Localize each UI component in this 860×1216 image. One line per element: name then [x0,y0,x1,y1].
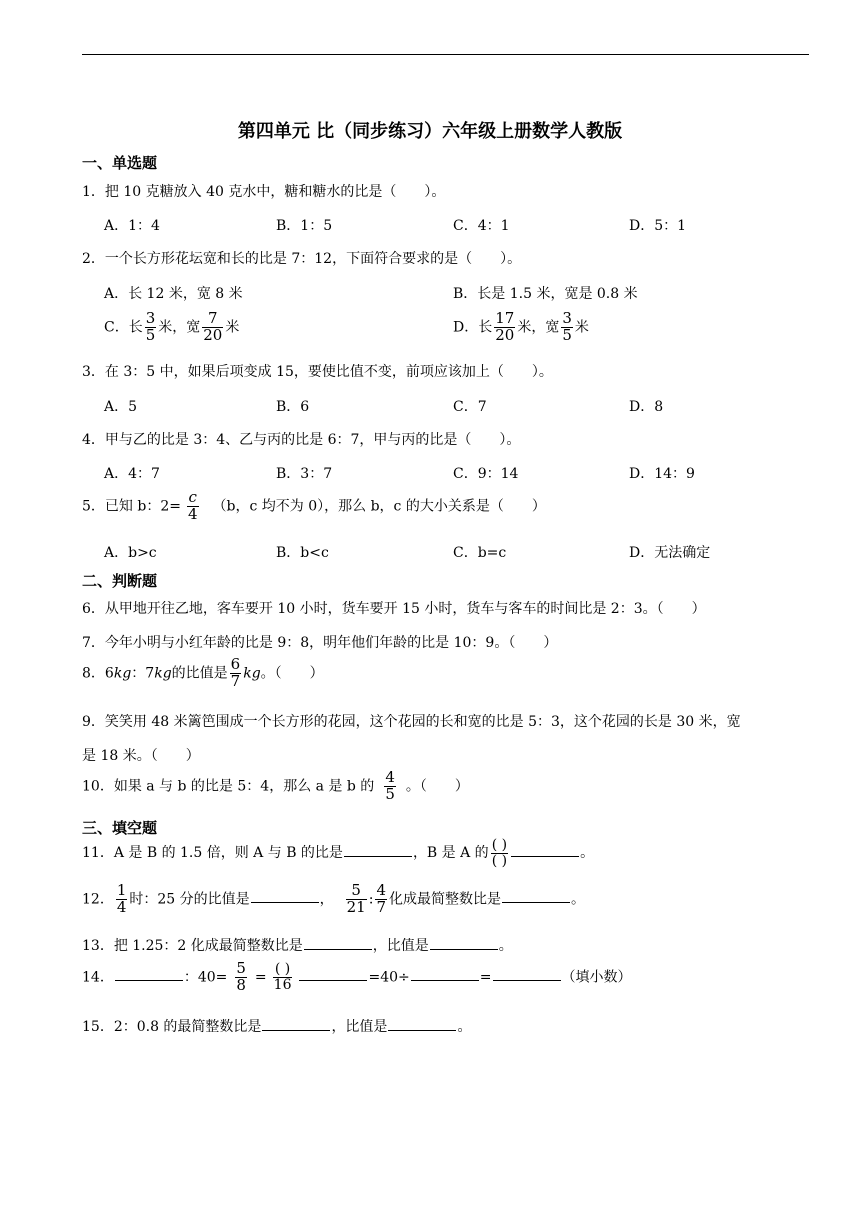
question-11: 11．A 是 B 的 1.5 倍，则 A 与 B 的比是 ，B 是 A 的 $\frac{( )}{( )}$ 。 [82,837,595,869]
q5-option-d: D．无法确定 [629,545,711,561]
answer-blank[interactable] [299,968,367,981]
q3-option-b: B．6 [276,399,310,415]
fraction: $\frac{5}{8}$ [236,959,246,994]
q1-option-b: B．1：5 [276,218,333,234]
question-14: 14． ：40= $\frac{5}{8}$ = $\frac{( )}{16}$ =40÷ = （填小数） [82,959,632,994]
fraction: $\frac{1}{4}$ [116,881,127,916]
fraction: $\frac{c}{4}$ [187,488,198,523]
q1-option-d: D．5：1 [629,218,687,234]
section-heading-true-false: 二、判断题 [82,572,158,590]
fraction: $\frac{17}{20}$ [495,309,515,344]
answer-blank[interactable] [262,1018,330,1031]
answer-blank[interactable] [304,937,372,950]
fraction: $\frac{3}{5}$ [145,309,156,344]
section-heading-fill-blank: 三、填空题 [82,819,158,837]
question-7: 7．今年小明与小红年龄的比是 9：8，明年他们年龄的比是 10：9。（ ） [82,635,558,651]
fraction: $\frac{5}{21}$ [346,881,366,916]
q4-option-d: D．14：9 [629,466,695,482]
fraction: $\frac{( )}{16}$ [273,961,292,993]
question-1: 1．把 10 克糖放入 40 克水中，糖和糖水的比是（ ）。 [82,184,446,200]
fraction: $\frac{( )}{( )}$ [491,837,508,869]
question-4: 4．甲与乙的比是 3：4、乙与丙的比是 6：7，甲与丙的比是（ ）。 [82,432,521,448]
q1-option-c: C．4：1 [453,218,510,234]
q4-option-c: C．9：14 [453,466,519,482]
q5-option-a: A．b>c [104,545,157,561]
question-12: 12． $\frac{1}{4}$ 时：25 分的比值是 ， $\frac{5}{21}$ : $\frac{4}{7}$ 化成最简整数比是 。 [82,881,585,916]
fraction: $\frac{4}{5}$ [385,768,395,803]
fraction: $\frac{4}{7}$ [376,881,386,916]
q4-option-b: B．3：7 [276,466,333,482]
q2-option-a: A．长 12 米，宽 8 米 [104,286,243,302]
question-9-line-1: 9．笑笑用 48 米篱笆围成一个长方形的花园，这个花园的长和宽的比是 5：3，这个花园的长是 30 米，宽 [82,714,741,730]
answer-blank[interactable] [344,844,412,857]
fraction: $\frac{6}{7}$ [230,655,241,690]
section-heading-single-choice: 一、单选题 [82,154,158,172]
q2-option-c: C．长 $\frac{3}{5}$ 米，宽 $\frac{7}{20}$ 米 [104,309,240,344]
answer-blank[interactable] [411,968,479,981]
q3-option-d: D．8 [629,399,664,415]
question-8: 8．6kg：7kg的比值是 $\frac{6}{7}$ kg。（ ） [82,655,324,690]
question-9-line-2: 是 18 米。（ ） [82,748,200,764]
page-title: 第四单元 比（同步练习）六年级上册数学人教版 [237,121,623,142]
answer-blank[interactable] [511,844,579,857]
question-5: 5．已知 b：2= $\frac{c}{4}$ （b，c 均不为 0），那么 b，c 的大小关系是（ ） [82,488,546,523]
question-6: 6．从甲地开往乙地，客车要开 10 小时，货车要开 15 小时，货车与客车的时间比是 2：3。（ ） [82,601,706,617]
answer-blank[interactable] [388,1018,456,1031]
q3-option-a: A．5 [104,399,138,415]
q4-option-a: A．4：7 [104,466,160,482]
answer-blank[interactable] [430,937,498,950]
q2-option-b: B．长是 1.5 米，宽是 0.8 米 [453,286,638,302]
question-10: 10．如果 a 与 b 的比是 5：4，那么 a 是 b 的 $\frac{4}{5}$ 。（ ） [82,768,469,803]
header-rule [82,54,809,55]
q3-option-c: C．7 [453,399,487,415]
q5-option-c: C．b=c [453,545,507,561]
question-2: 2．一个长方形花坛宽和长的比是 7：12，下面符合要求的是（ ）。 [82,251,522,267]
answer-blank[interactable] [493,968,561,981]
answer-blank[interactable] [502,890,570,903]
question-15: 15．2：0.8 的最简整数比是 ，比值是 。 [82,1019,472,1035]
q5-option-b: B．b<c [276,545,329,561]
answer-blank[interactable] [251,890,319,903]
fraction: $\frac{3}{5}$ [562,309,572,344]
q1-option-a: A．1：4 [104,218,160,234]
q2-option-d: D．长 $\frac{17}{20}$ 米，宽 $\frac{3}{5}$ 米 [453,309,589,344]
fraction: $\frac{7}{20}$ [203,309,223,344]
question-13: 13．把 1.25：2 化成最简整数比是 ，比值是 。 [82,938,513,954]
question-3: 3．在 3：5 中，如果后项变成 15，要使比值不变，前项应该加上（ ）。 [82,364,553,380]
answer-blank[interactable] [115,968,183,981]
